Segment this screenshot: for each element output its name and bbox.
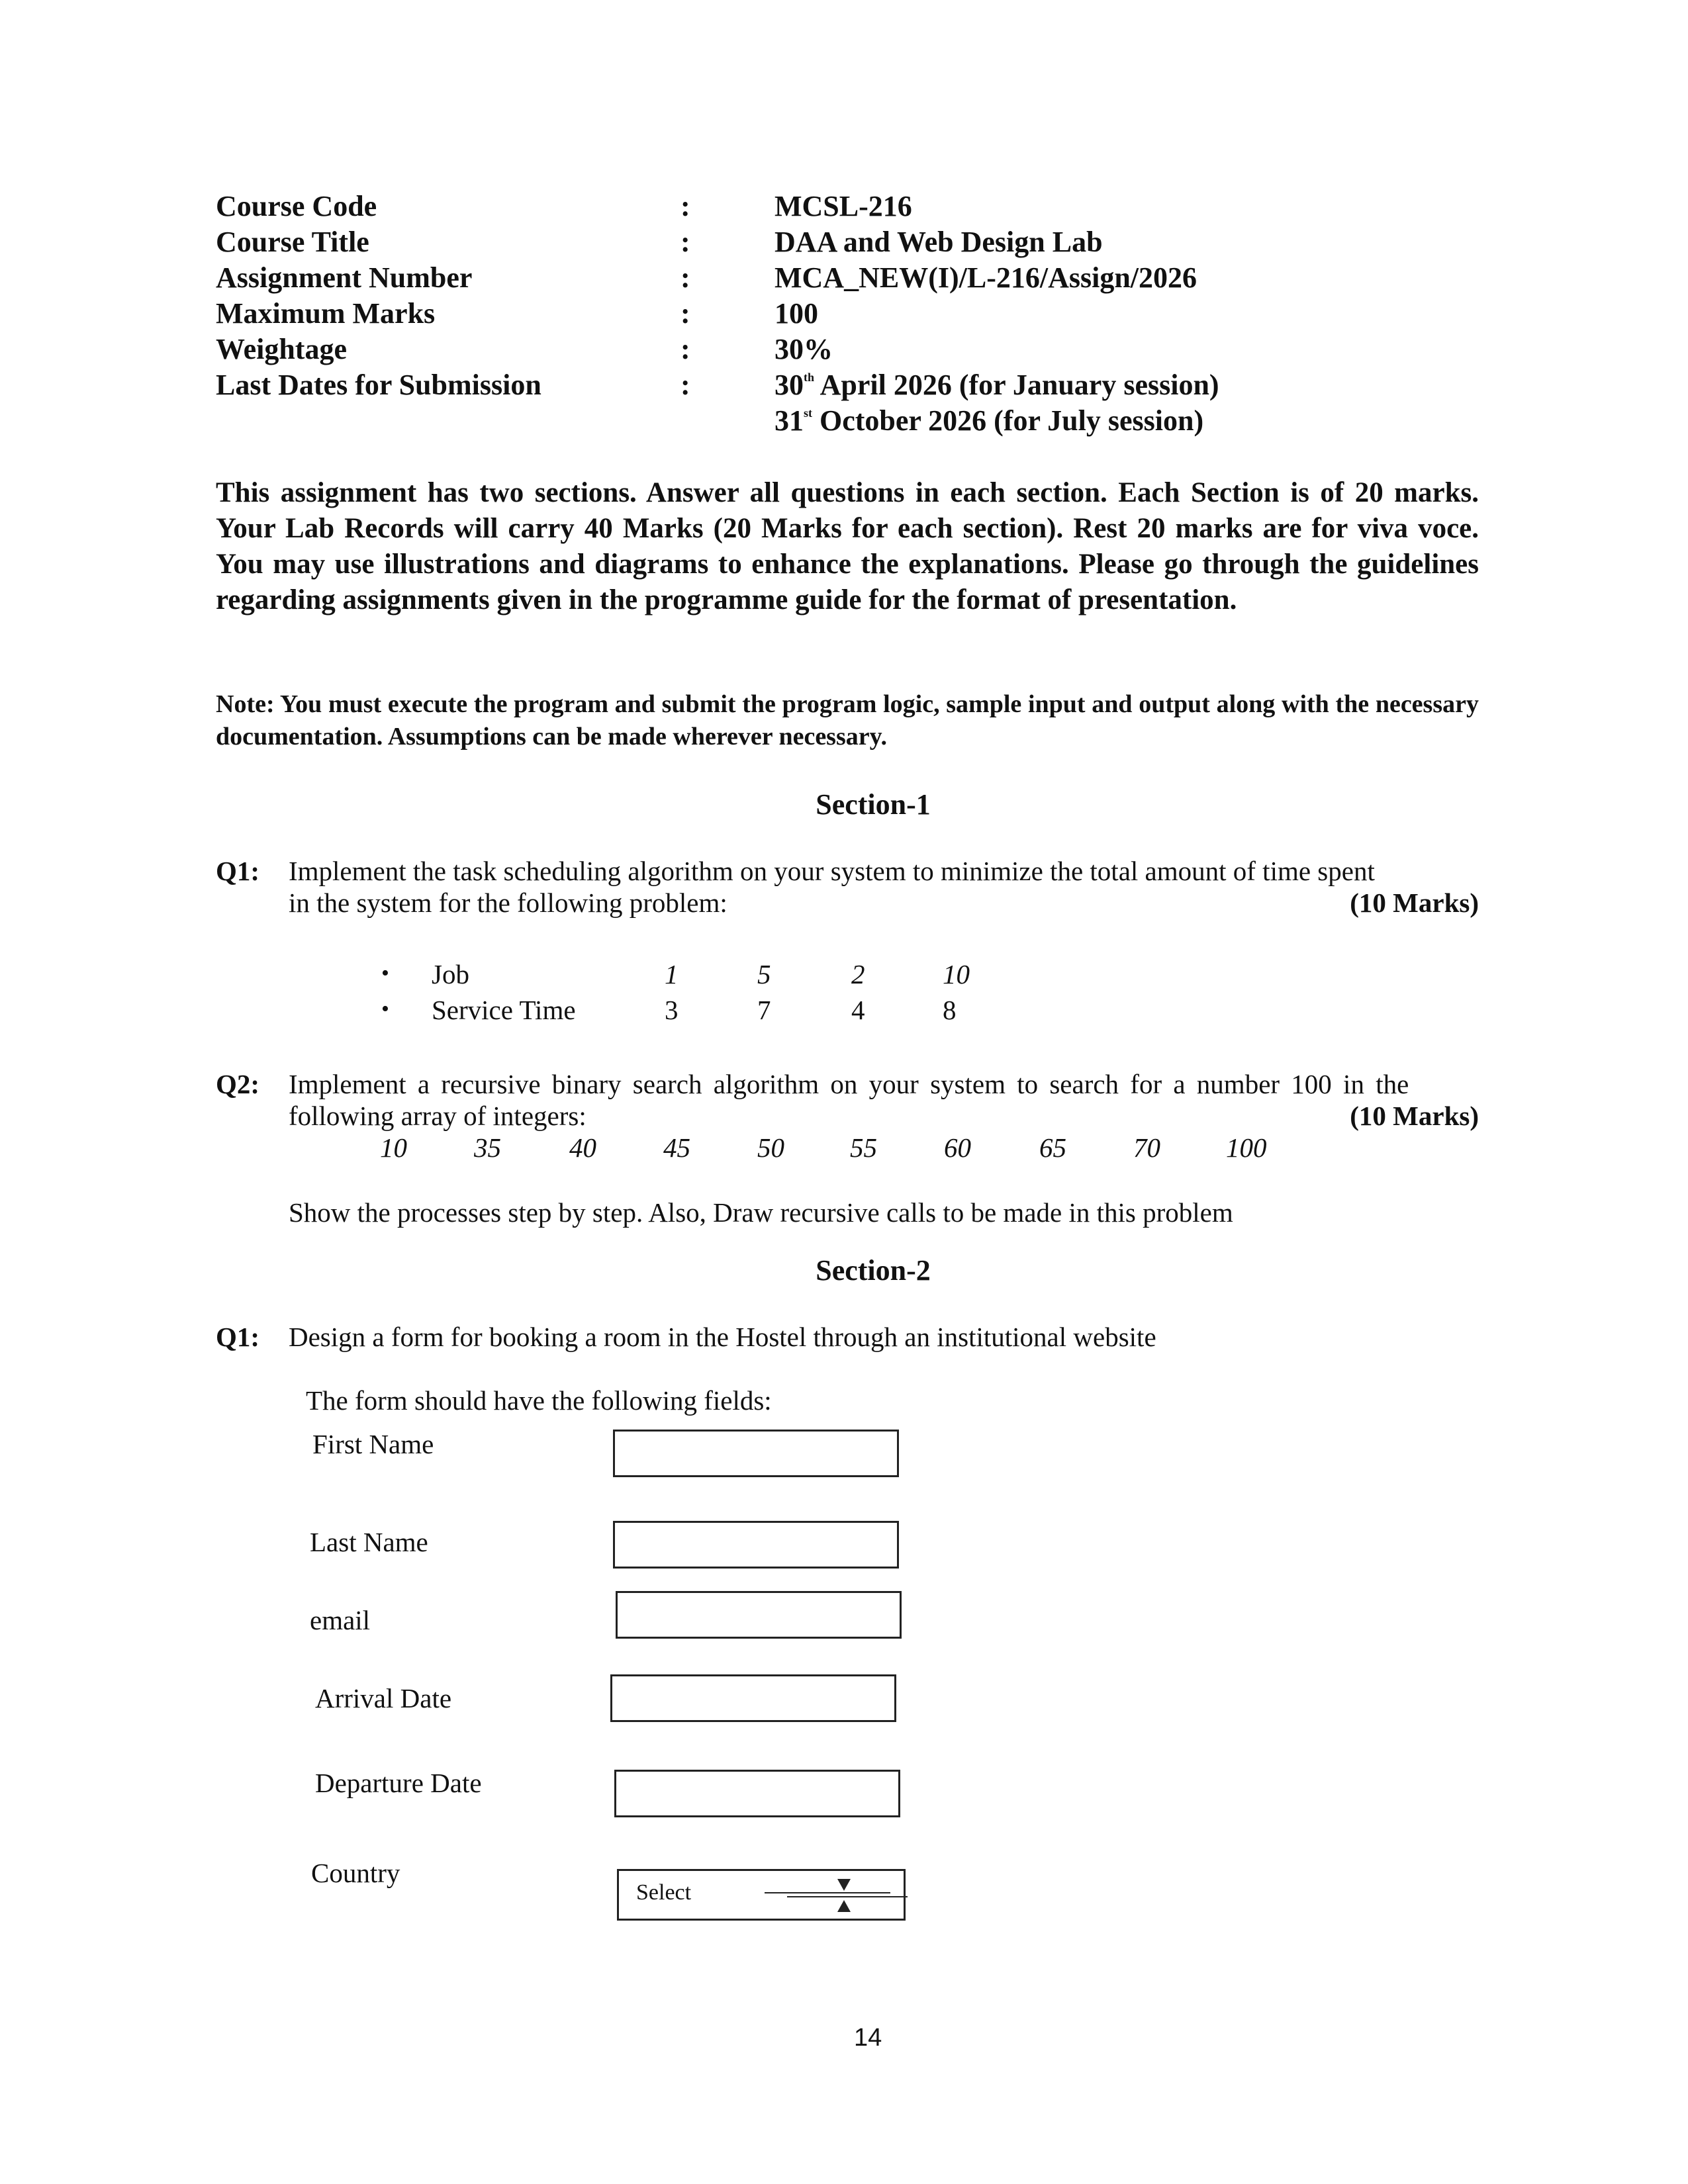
submission-date-july: 31st October 2026 (for July session) [774, 404, 1204, 437]
assignment-number-label: Assignment Number [216, 261, 473, 294]
section-1-title: Section-1 [816, 788, 931, 821]
service-time-label: Service Time [432, 995, 576, 1025]
maximum-marks-label: Maximum Marks [216, 297, 436, 330]
array-value: 60 [944, 1132, 971, 1163]
service-time-value: 4 [851, 995, 865, 1025]
array-value: 100 [1226, 1132, 1267, 1163]
array-value: 10 [380, 1132, 407, 1163]
section-2-title: Section-2 [816, 1254, 931, 1287]
departure-date-field[interactable] [614, 1770, 900, 1817]
section-1-q1-label: Q1: [216, 856, 260, 886]
array-value: 40 [569, 1132, 596, 1163]
service-time-value: 3 [665, 995, 679, 1025]
array-value: 35 [474, 1132, 501, 1163]
note-paragraph: Note: You must execute the program and submit the program logic, sample input and output along with the necessary documentation. Assumptions can be made wherever necessary. [216, 690, 1479, 751]
bullet-icon: • [381, 961, 389, 985]
job-value: 10 [943, 959, 970, 989]
arrival-date-label: Arrival Date [315, 1683, 452, 1713]
job-value: 1 [665, 959, 679, 989]
job-value: 5 [757, 959, 771, 989]
section-2-q1-label: Q1: [216, 1322, 260, 1352]
arrival-date-field[interactable] [610, 1674, 896, 1722]
course-title-colon: : [680, 226, 690, 258]
weightage-label: Weightage [216, 333, 347, 365]
fields-intro: The form should have the following fields: [306, 1385, 772, 1416]
select-divider [765, 1892, 890, 1893]
course-code-colon: : [680, 190, 690, 222]
course-code-label: Course Code [216, 190, 377, 222]
last-name-label: Last Name [310, 1527, 428, 1557]
section-1-q2-line2: following array of integers: [289, 1101, 586, 1131]
section-1-q2-marks: (10 Marks) [1350, 1101, 1479, 1131]
section-1-q1-marks: (10 Marks) [1350, 887, 1479, 918]
last-name-field[interactable] [613, 1521, 899, 1569]
job-label: Job [432, 959, 469, 989]
bullet-icon: • [381, 997, 389, 1021]
email-label: email [310, 1605, 371, 1635]
departure-date-label: Departure Date [315, 1768, 482, 1798]
assignment-number-colon: : [680, 261, 690, 294]
country-select[interactable] [617, 1869, 906, 1921]
section-1-q1-line2: in the system for the following problem: [289, 887, 727, 918]
email-field[interactable] [616, 1591, 902, 1639]
array-value: 70 [1133, 1132, 1160, 1163]
submission-label: Last Dates for Submission [216, 369, 541, 401]
array-value: 65 [1039, 1132, 1066, 1163]
service-time-value: 8 [943, 995, 957, 1025]
submission-date-january: 30th April 2026 (for January session) [774, 369, 1219, 401]
service-time-value: 7 [757, 995, 771, 1025]
weightage-colon: : [680, 333, 690, 365]
page-number: 14 [854, 2024, 882, 2052]
first-name-label: First Name [312, 1429, 434, 1459]
maximum-marks-value: 100 [774, 297, 818, 330]
select-divider [787, 1896, 908, 1897]
array-value: 55 [850, 1132, 877, 1163]
course-title-value: DAA and Web Design Lab [774, 226, 1103, 258]
maximum-marks-colon: : [680, 297, 690, 330]
course-title-label: Course Title [216, 226, 369, 258]
section-1-q2-line1: Implement a recursive binary search algorithm on your system to search for a number 100 in the [289, 1069, 1409, 1099]
section-1-q1-line1: Implement the task scheduling algorithm on your system to minimize the total amount of time spent [289, 856, 1375, 886]
chevron-up-icon [837, 1900, 851, 1912]
assignment-number-value: MCA_NEW(I)/L-216/Assign/2026 [774, 261, 1197, 294]
job-value: 2 [851, 959, 865, 989]
first-name-field[interactable] [613, 1430, 899, 1477]
section-1-q2-instruction: Show the processes step by step. Also, Draw recursive calls to be made in this problem [289, 1197, 1233, 1228]
section-2-q1-text: Design a form for booking a room in the Hostel through an institutional website [289, 1322, 1156, 1352]
submission-colon: : [680, 369, 690, 401]
array-value: 45 [663, 1132, 690, 1163]
weightage-value: 30% [774, 333, 833, 365]
select-placeholder: Select [636, 1880, 692, 1905]
chevron-down-icon [837, 1879, 851, 1891]
array-value: 50 [757, 1132, 784, 1163]
country-label: Country [311, 1858, 400, 1888]
intro-paragraph: This assignment has two sections. Answer all questions in each section. Each Section is of 20 marks. Your Lab Records will carry 40 Marks (20 Marks for each section). Rest 20 marks are for viva voce. You may use illustrations and diagrams to enhance the explanations. Please go through the guidelines regarding assignments given in the programme guide for the format of presentation. [216, 477, 1479, 615]
course-code-value: MCSL-216 [774, 190, 912, 222]
section-1-q2-label: Q2: [216, 1069, 260, 1099]
